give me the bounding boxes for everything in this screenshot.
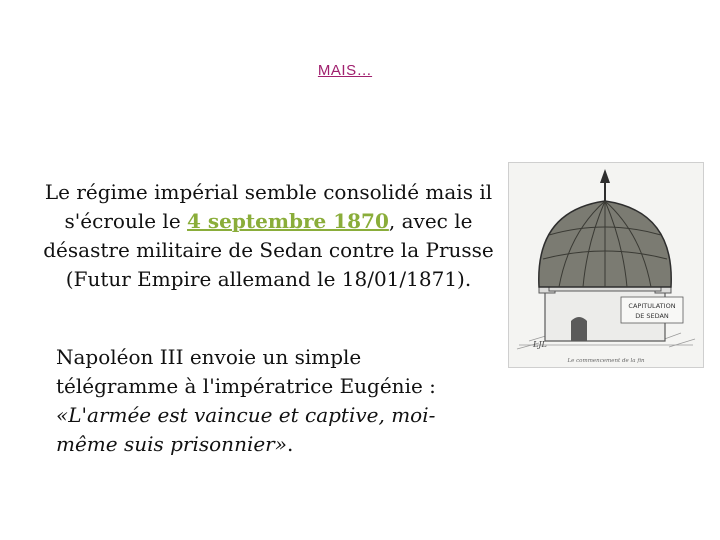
slide-title: MAIS…: [317, 62, 373, 79]
sign-line-2: DE SEDAN: [635, 312, 669, 320]
cartoon-drawing: [509, 163, 703, 367]
paragraph-telegram-text: Napoléon III envoie un simple télégramme à l'impératrice Eugénie :: [56, 345, 436, 398]
fortress-door: [571, 317, 587, 341]
telegram-quote: «L'armée est vaincue et captive, moi-même suis prisonnier»: [56, 403, 436, 456]
paragraph-regime: [22, 178, 515, 294]
paragraph-regime-text-2: , avec le désastre militaire de Sedan contre la Prusse (Futur Empire allemand le 18/01/1871).: [43, 209, 494, 291]
paragraph-telegram: [56, 343, 476, 459]
artist-signature: LJL: [533, 340, 547, 349]
date-link[interactable]: 4 septembre 1870: [187, 209, 389, 233]
cartoon-caption: Le commencement de la fin: [567, 358, 645, 364]
paragraph-regime-text-1: Le régime impérial semble consolidé mais il s'écroule le: [44, 180, 493, 233]
paragraph-telegram-end: .: [286, 432, 294, 456]
cartoon-illustration: [508, 162, 704, 368]
sign-line-1: CAPITULATION: [628, 302, 676, 310]
helmet-spike-tip: [600, 169, 610, 183]
